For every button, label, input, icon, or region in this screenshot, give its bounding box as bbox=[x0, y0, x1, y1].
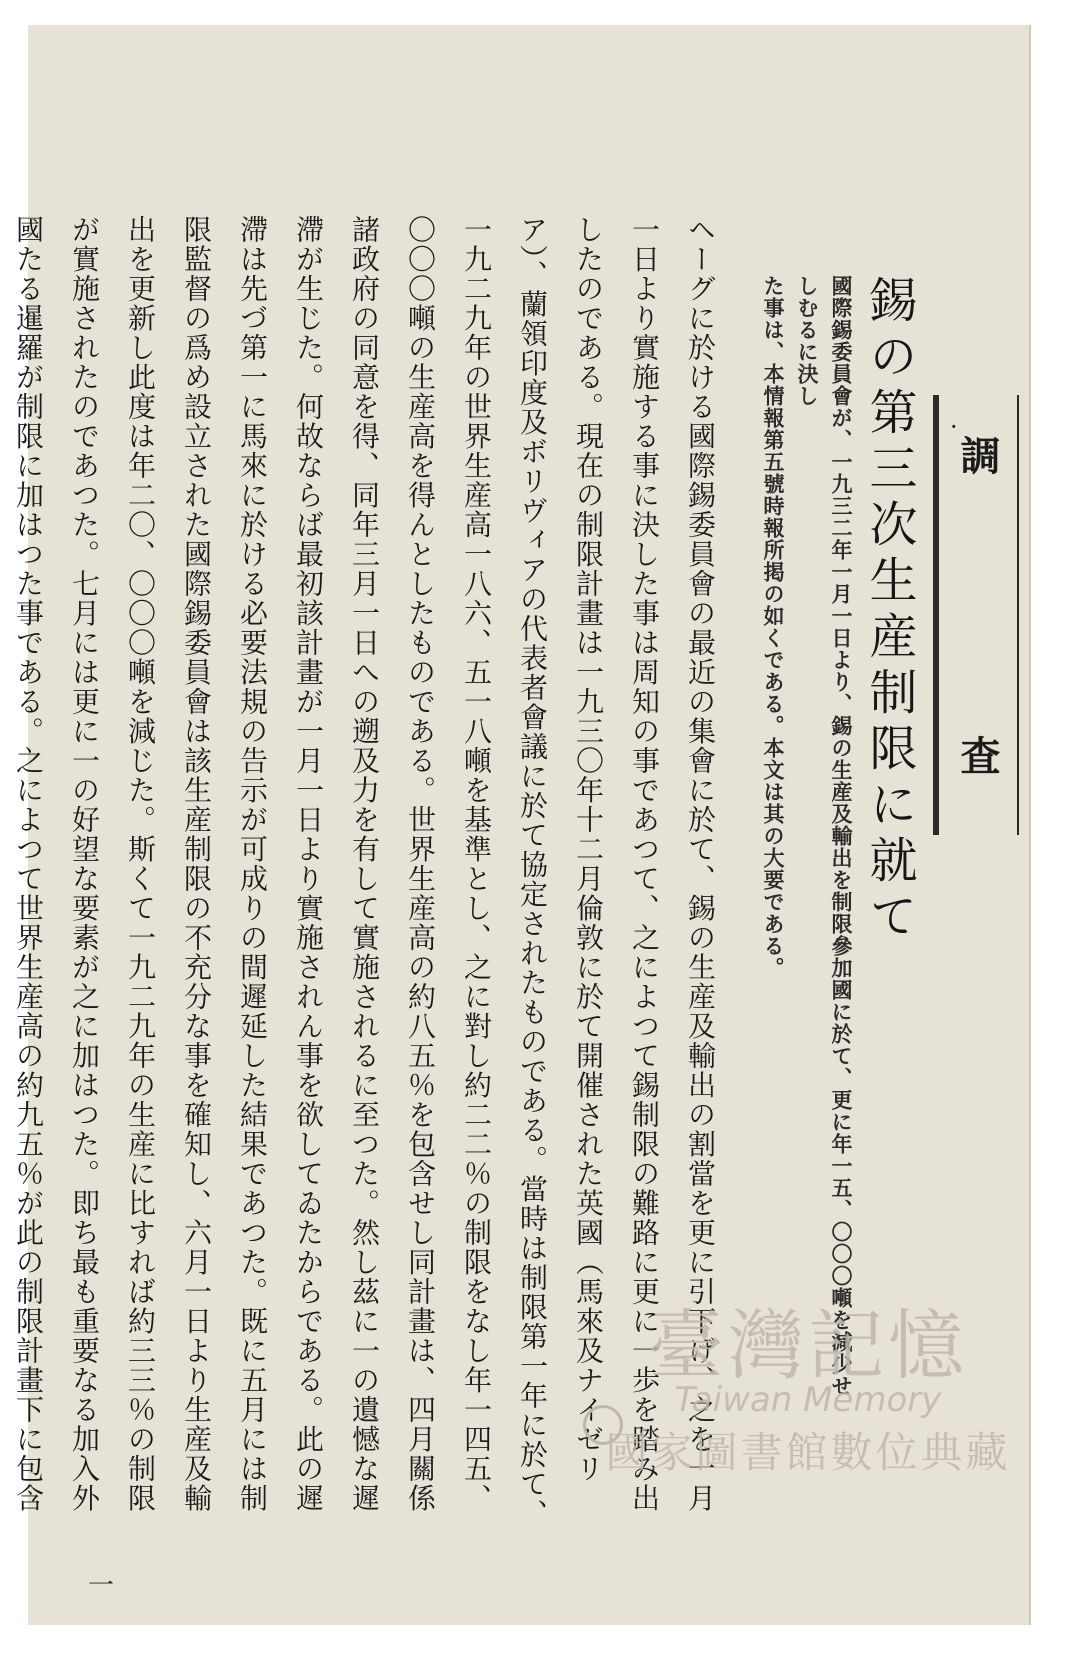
intro-line-1: 國際錫委員會が、一九三二年一月一日より、錫の生産及輸出を制限參加國に於て、更に年一五、〇〇〇噸を減少せしむるに決し bbox=[795, 275, 854, 1397]
article-intro bbox=[756, 275, 858, 1415]
article-body: ヘーグに於ける國際錫委員會の最近の集會に於て、錫の生産及輸出の割當を更に引下げ、之を一月一日より實施する事に決した事は周知の事であつて、之によつて錫制限の難路に更に一歩を踏み出したのである。現在の制限計畫は一九三〇年十二月倫敦に於て開催された英國（馬來及ナイゼリア）、蘭領印度及ボリヴィアの代表者會議に於て協定されたものである。當時は制限第一年に於て、一九二九年の世界生産高一八六、五一八噸を基準とし、之に對し約二二％の制限をなし年一四五、〇〇〇噸の生産高を得んとしたものである。世界生産高の約八五％を包含せし同計畫は、四月關係諸政府の同意を得、同年三月一日への遡及力を有して實施されるに至つた。然し茲に一の遺憾な遲滯が生じた。何故ならば最初該計畫が一月一日より實施されん事を欲してゐたからである。此の遲滯は先づ第一に馬來に於ける必要法規の告示が可成りの間遲延した結果であつた。既に五月には制限監督の爲め設立された國際錫委員會は該生産制限の不充分な事を確知し、六月一日より生産及輸出を更新し此度は年二〇、〇〇〇噸を減じた。斯くて一九二九年の生産に比すれば約三三％の制限が實施されたのであつた。七月には更に一の好望な要素が之に加はつた。即ち最も重要なる加入外國たる暹羅が制限に加はつた事である。之によつて世界生産高の約九五％が此の制限計畫下に包含 bbox=[12, 215, 717, 1529]
document-page bbox=[12, 25, 1031, 1625]
watermark-logo-icon bbox=[583, 1405, 623, 1445]
section-bullet: · bbox=[950, 413, 958, 441]
page-number: 一 bbox=[88, 1571, 115, 1601]
watermark-subtitle: Taiwan Memory bbox=[674, 1380, 942, 1420]
watermark-organization: 國家圖書館數位典藏 bbox=[605, 1428, 1011, 1477]
article-title: 錫の第三次生産制限に就て bbox=[861, 275, 917, 947]
watermark bbox=[588, 1285, 1028, 1480]
watermark-title: 臺灣記憶 bbox=[648, 1301, 968, 1390]
intro-line-2: た事は、本情報第五號時報所掲の如くである。本文は其の大要である。 bbox=[761, 275, 786, 979]
section-label: 調 査 bbox=[954, 435, 1001, 885]
